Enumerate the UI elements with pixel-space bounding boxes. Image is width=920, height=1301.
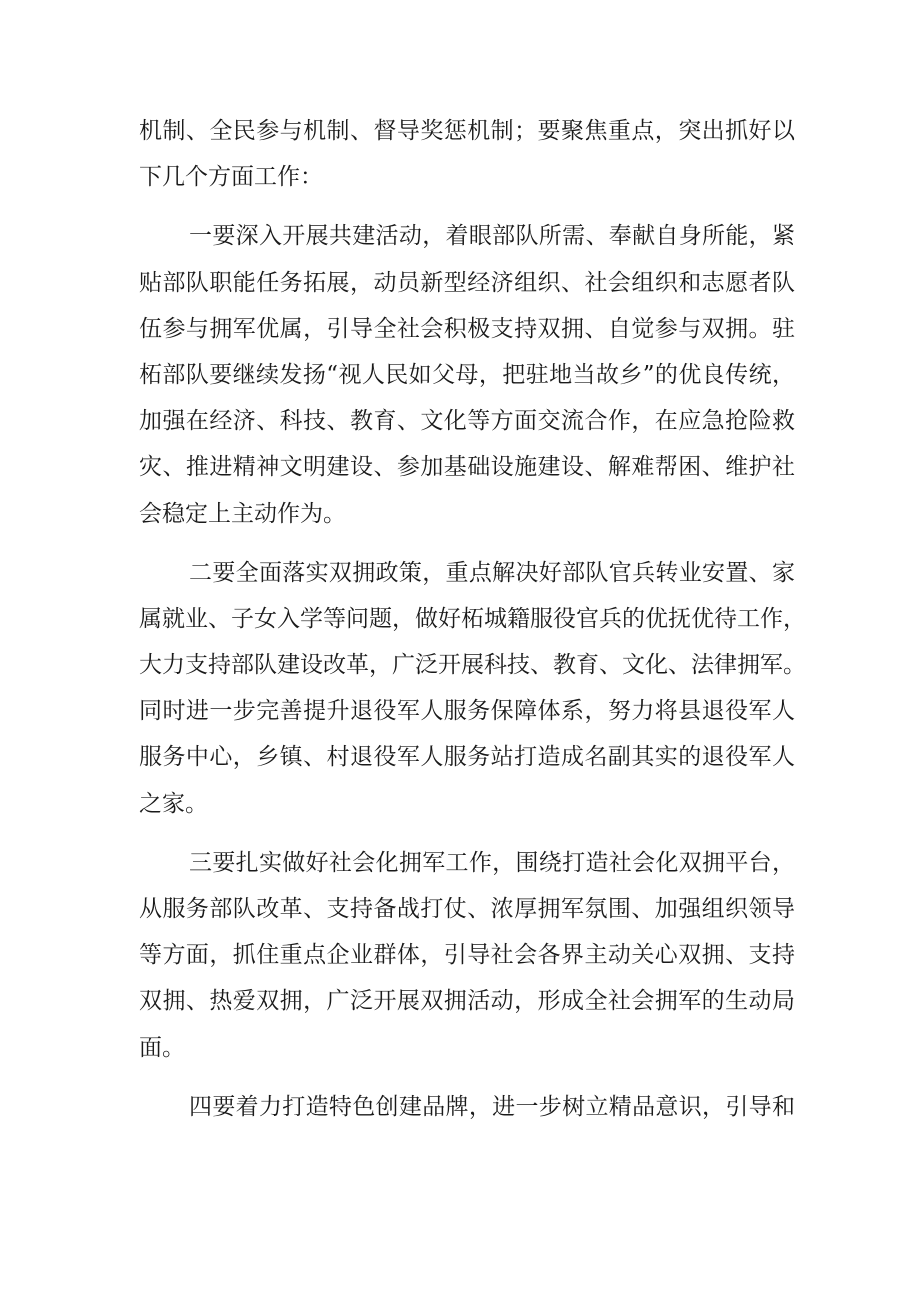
text-line: 灾、推进精神文明建设、参加基础设施建设、解难帮困、维护社 [139, 454, 795, 481]
text-line: 属就业、子女入学等问题，做好柘城籍服役官兵的优抚优待工作， [139, 605, 806, 632]
text-line: 服务中心，乡镇、村退役军人服务站打造成名副其实的退役军人 [139, 744, 795, 771]
text-line: 加强在经济、科技、教育、文化等方面交流合作，在应急抢险救 [139, 408, 795, 435]
text-line: 机制、全民参与机制、督导奖惩机制；要聚焦重点，突出抓好以 [139, 118, 795, 144]
paragraph [139, 108, 795, 200]
text-line: 双拥、热爱双拥，广泛开展双拥活动，形成全社会拥军的生动局 [139, 988, 795, 1015]
paragraph [139, 840, 795, 1071]
document-body [139, 108, 806, 1130]
text-line: 一要深入开展共建活动，着眼部队所需、奉献自身所能，紧 [189, 223, 795, 250]
text-line: 同时进一步完善提升退役军人服务保障体系，努力将县退役军人 [139, 698, 795, 725]
text-line: 伍参与拥军优属，引导全社会积极支持双拥、自觉参与双拥。驻 [139, 315, 795, 342]
paragraph [139, 1084, 795, 1130]
paragraph-gap [139, 827, 795, 840]
text-line: 柘部队要继续发扬“视人民如父母，把驻地当故乡”的优良传统， [139, 361, 795, 388]
text-line: 从服务部队改革、支持备战打仗、浓厚拥军氛围、加强组织领导 [139, 896, 795, 922]
paragraph-gap [139, 537, 795, 550]
text-line: 之家。 [139, 790, 208, 817]
text-line: 会稳定上主动作为。 [139, 500, 346, 527]
paragraph-gap [139, 200, 795, 213]
text-line: 大力支持部队建设改革，广泛开展科技、教育、文化、法律拥军。 [139, 652, 806, 679]
paragraph-gap [139, 1071, 795, 1084]
text-line: 下几个方面工作： [139, 164, 323, 191]
paragraph [139, 213, 795, 536]
text-line: 二要全面落实双拥政策，重点解决好部队官兵转业安置、家 [189, 559, 795, 586]
text-line: 四要着力打造特色创建品牌，进一步树立精品意识，引导和 [189, 1093, 795, 1120]
text-line: 贴部队职能任务拓展，动员新型经济组织、社会组织和志愿者队 [139, 269, 795, 296]
text-line: 三要扎实做好社会化拥军工作，围绕打造社会化双拥平台， [189, 849, 795, 876]
text-line: 面。 [139, 1034, 185, 1061]
paragraph [139, 550, 806, 827]
text-line: 等方面，抓住重点企业群体，引导社会各界主动关心双拥、支持 [139, 942, 795, 969]
